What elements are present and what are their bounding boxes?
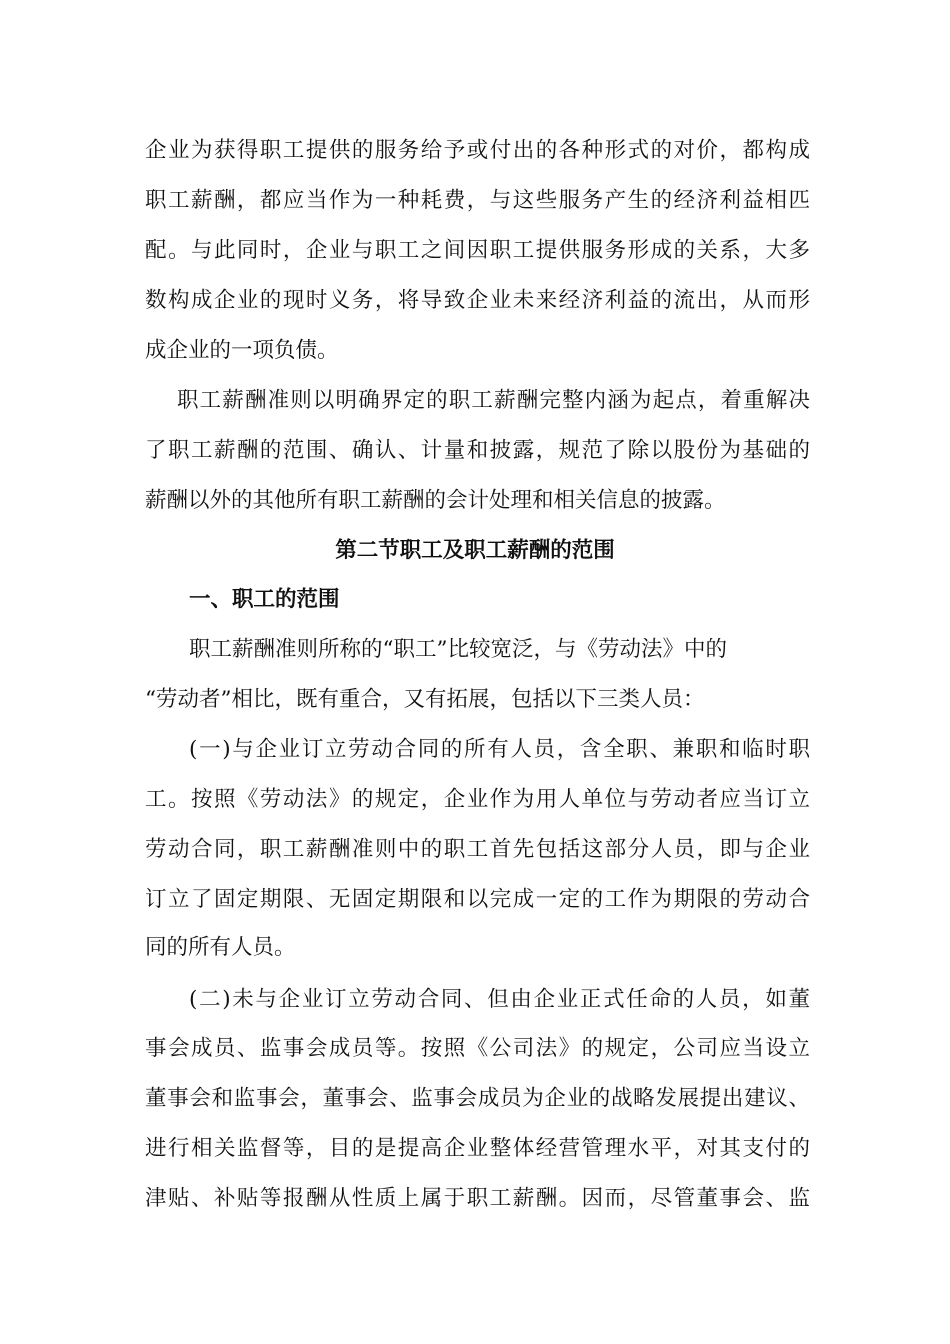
paragraph-4-line-4: 订立了固定期限、无固定期限和以完成一定的工作为期限的劳动合 [145,887,810,912]
paragraph-2-line-1: 职工薪酬准则以明确界定的职工薪酬完整内涵为起点，着重解决 [177,388,810,413]
paragraph-5-line-4: 进行相关监督等，目的是提高企业整体经营管理水平，对其支付的 [145,1136,810,1161]
subsection-title: 一、职工的范围 [189,587,340,612]
paragraph-3-line-2: “劳动者”相比，既有重合，又有拓展，包括以下三类人员： [145,687,705,712]
paragraph-1-line-2: 职工薪酬，都应当作为一种耗费，与这些服务产生的经济利益相匹 [145,188,810,213]
paragraph-4-line-2: 工。按照《劳动法》的规定，企业作为用人单位与劳动者应当订立 [145,787,810,812]
paragraph-1-line-3: 配。与此同时，企业与职工之间因职工提供服务形成的关系，大多 [145,238,810,263]
paragraph-5-line-1: (二)未与企业订立劳动合同、但由企业正式任命的人员，如董 [189,987,810,1012]
paragraph-3-line-1: 职工薪酬准则所称的“职工”比较宽泛，与《劳动法》中的 [189,637,727,662]
paragraph-4-line-1: (一)与企业订立劳动合同的所有人员，含全职、兼职和临时职 [189,737,810,762]
paragraph-4-line-3: 劳动合同，职工薪酬准则中的职工首先包括这部分人员，即与企业 [145,837,810,862]
paragraph-5-line-5: 津贴、补贴等报酬从性质上属于职工薪酬。因而，尽管董事会、监 [145,1186,810,1211]
paragraph-5-line-3: 董事会和监事会，董事会、监事会成员为企业的战略发展提出建议、 [145,1086,810,1111]
paragraph-1-line-5: 成企业的一项负债。 [145,338,339,363]
section-title: 第二节职工及职工薪酬的范围 [335,538,615,563]
paragraph-1-line-1: 企业为获得职工提供的服务给予或付出的各种形式的对价，都构成 [145,138,810,163]
paragraph-4-line-5: 同的所有人员。 [145,935,296,960]
paragraph-5-line-2: 事会成员、监事会成员等。按照《公司法》的规定，公司应当设立 [145,1036,810,1061]
paragraph-2-line-2: 了职工薪酬的范围、确认、计量和披露，规范了除以股份为基础的 [145,438,810,463]
paragraph-2-line-3: 薪酬以外的其他所有职工薪酬的会计处理和相关信息的披露。 [145,488,726,513]
paragraph-1-line-4: 数构成企业的现时义务，将导致企业未来经济利益的流出，从而形 [145,288,810,313]
